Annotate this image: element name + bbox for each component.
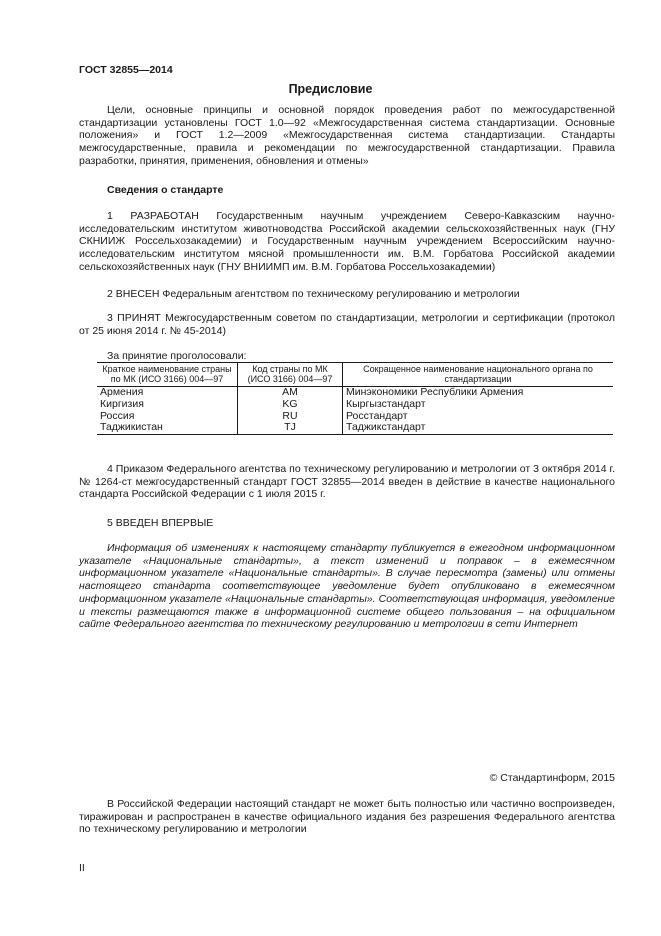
country-cell: Армения [100,386,144,398]
legal-block [79,798,615,836]
document-id: ГОСТ 32855—2014 [79,64,173,76]
standard-info-heading-block [79,184,615,197]
item-4-block [79,463,615,501]
column-header-code: Код страны по МК (ИСО 3166) 004—97 [238,363,343,387]
country-cell: Киргизия [100,397,144,410]
table-header-row [97,363,613,387]
country-cell: Россия [100,409,135,422]
code-cell: TJ [238,422,343,434]
page-number: II [79,862,85,874]
vote-label: За принятие проголосовали: [107,350,247,362]
body-cell: Кыргызстандарт [346,397,426,410]
page-title: Предисловие [288,82,373,96]
code-cell: RU [238,411,343,423]
copyright: © Стандартинформ, 2015 [489,772,615,784]
notice-block [79,542,615,631]
legal-notice: В Российской Федерации настоящий стандарт не может быть полностью или частично воспроизведен, тиражирован и распространен в качестве официального издания без разрешения Федерального агентства по техническому регулированию и метрологии [79,798,615,836]
section-heading: Сведения о стандарте [107,184,224,196]
item-5-block [79,517,615,530]
change-notice: Информация об изменениях к настоящему стандарту публикуется в ежегодном информационном указателе «Национальные стандарты», а текст изменений и поправок – в ежемесячном информационном указателе «Национальные стандарты». В случае пересмотра (замены) или отмены настоящего стандарта соответствующее уведомление будет опубликовано в ежемесячном информационном указателе «Национальные стандарты». Соответствующая информация, уведомление и тексты размещаются также в информационной системе общего пользования – на официальном сайте Федерального агентства по техническому регулированию и метрологии в сети Интернет [79,542,615,631]
body-cell: Росстандарт [346,409,408,422]
code-cell: AM [238,387,343,399]
item-3-adopted: 3 ПРИНЯТ Межгосударственным советом по стандартизации, метрологии и сертификации (протокол от 25 июня 2014 г. № 45-2014) [79,312,615,337]
intro-paragraph: Цели, основные принципы и основной порядок проведения работ по межгосударственной стандартизации установлены ГОСТ 1.0—92 «Межгосударственная система стандартизации. Основные положения» и ГОСТ 1.2—2009 «Межгосударственная система стандартизации. Стандарты межгосударственные, правила и рекомендации по межгосударственной стандартизации. Правила разработки, принятия, применения, обновления и отмены» [79,104,615,167]
item-1-developed: 1 РАЗРАБОТАН Государственным научным учреждением Северо-Кавказским научно-исследовательским институтом животноводства Российской академии сельскохозяйственных наук (ГНУ СКНИИЖ Россельхозакадемии) и Государственным научным учреждением Всероссийским научно-исследовательским институтом мясной промышленности им. В.М. Горбатова Российской академии сельскохозяйственных наук (ГНУ ВНИИМП им. В.М. Горбатова Россельхозакадемии) [79,210,615,273]
item-5-introduced: 5 ВВЕДЕН ВПЕРВЫЕ [107,517,214,529]
column-header-body: Сокращенное наименование национального органа по стандартизации [343,363,614,387]
code-cell: KG [238,399,343,411]
item-3-block [79,312,615,337]
intro-section [79,104,615,168]
voting-table [97,362,613,435]
item-1-block [79,210,615,274]
column-header-country: Краткое наименование страны по МК (ИСО 3166) 004—97 [97,363,238,387]
table-row [97,387,613,399]
country-cell: Таджикистан [97,422,238,434]
table-row [97,422,613,434]
item-2-submitted: 2 ВНЕСЕН Федеральным агентством по техническому регулированию и метрологии [107,288,520,300]
body-cell: Минэкономики Республики Армения [346,386,524,398]
item-2-block [79,288,615,301]
table-row [97,399,613,411]
body-cell: Таджикстандарт [343,422,614,434]
item-4-order: 4 Приказом Федерального агентства по техническому регулированию и метрологии от 3 октября 2014 г. № 1264-ст межгосударственный стандарт ГОСТ 32855—2014 введен в действие в качестве национального стандарта Российской Федерации с 1 июля 2015 г. [79,463,615,501]
